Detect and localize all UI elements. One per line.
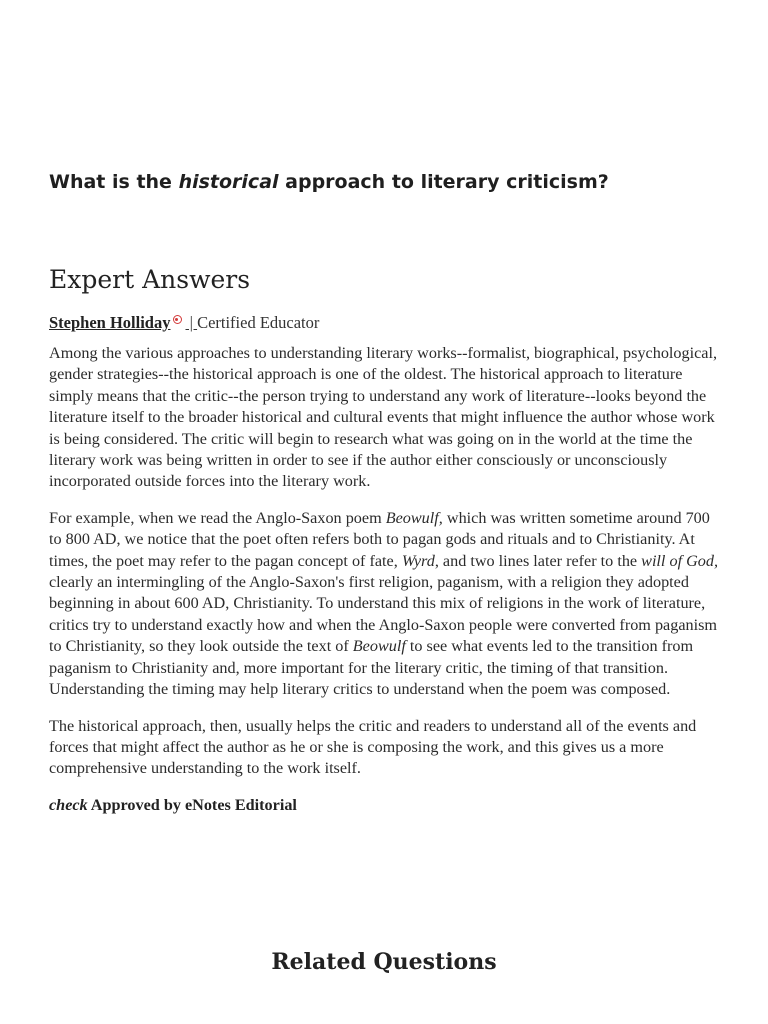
question-prefix: What is the bbox=[49, 171, 179, 193]
p2-text-3: , and two lines later refer to the bbox=[434, 551, 642, 570]
author-name-link[interactable]: Stephen Holliday bbox=[49, 313, 171, 332]
question-title bbox=[49, 168, 729, 196]
p2-italic-beowulf-2: Beowulf bbox=[352, 637, 406, 656]
p2-text-5: to see what events led to the transition from paganism to Christianity and, more important for the literary critic, the timing of that transition. Understanding the timing may help literary critics to understand when the poem was composed. bbox=[49, 637, 694, 699]
p2-italic-beowulf: Beowulf, bbox=[385, 508, 443, 527]
related-questions-heading: Related Questions bbox=[271, 949, 497, 975]
check-icon: check bbox=[49, 795, 88, 814]
educator-badge-icon bbox=[173, 315, 182, 324]
answer-body bbox=[49, 343, 721, 816]
p2-text-2: which was written sometime around 700 to 800 AD, we notice that the poet often refers both to pagan gods and rituals and to Christianity. At times, the poet may refer to the pagan concept of fate, bbox=[49, 508, 710, 570]
p2-text-1: For example, when we read the Anglo-Saxon poem bbox=[49, 508, 386, 527]
answer-paragraph-1: Among the various approaches to understanding literary works--formalist, biographical, psychological, gender strategies--the historical approach is one of the oldest. The historical approach to literature simply means that the critic--the person trying to understand any work of literature--looks beyond the literature itself to the broader historical and cultural events that might influence the author whose work is being considered. The critic will begin to research what was going on in the world at the time the literary work was being written in order to see if the author either consciously or unconsciously incorporated outside forces into the literary work. bbox=[49, 344, 718, 491]
author-line bbox=[49, 312, 319, 334]
approval-text: Approved by eNotes Editorial bbox=[87, 795, 297, 814]
p2-italic-will-of-god: will of God, bbox=[641, 551, 719, 570]
question-suffix: approach to literary criticism? bbox=[278, 171, 609, 193]
p2-text-4: clearly an intermingling of the Anglo-Saxon's first religion, paganism, with a religion they adopted beginning in about 600 AD, Christianity. To understand this mix of religions in the work of literature, critics try to understand exactly how and when the Anglo-Saxon people were converted from paganism to Christianity, so they look outside the text of bbox=[49, 573, 717, 656]
author-separator: | bbox=[185, 313, 198, 332]
answer-paragraph-2 bbox=[49, 508, 721, 701]
expert-answers-heading: Expert Answers bbox=[49, 265, 251, 294]
approval-line bbox=[49, 795, 721, 816]
answer-paragraph-3: The historical approach, then, usually helps the critic and readers to understand all of the events and forces that might affect the author as he or she is composing the work, and this gives us a more comprehensive understanding to the work itself. bbox=[49, 716, 697, 778]
p2-italic-wyrd: Wyrd bbox=[401, 551, 435, 570]
question-emphasis: historical bbox=[178, 171, 279, 193]
author-role: Certified Educator bbox=[197, 313, 320, 332]
